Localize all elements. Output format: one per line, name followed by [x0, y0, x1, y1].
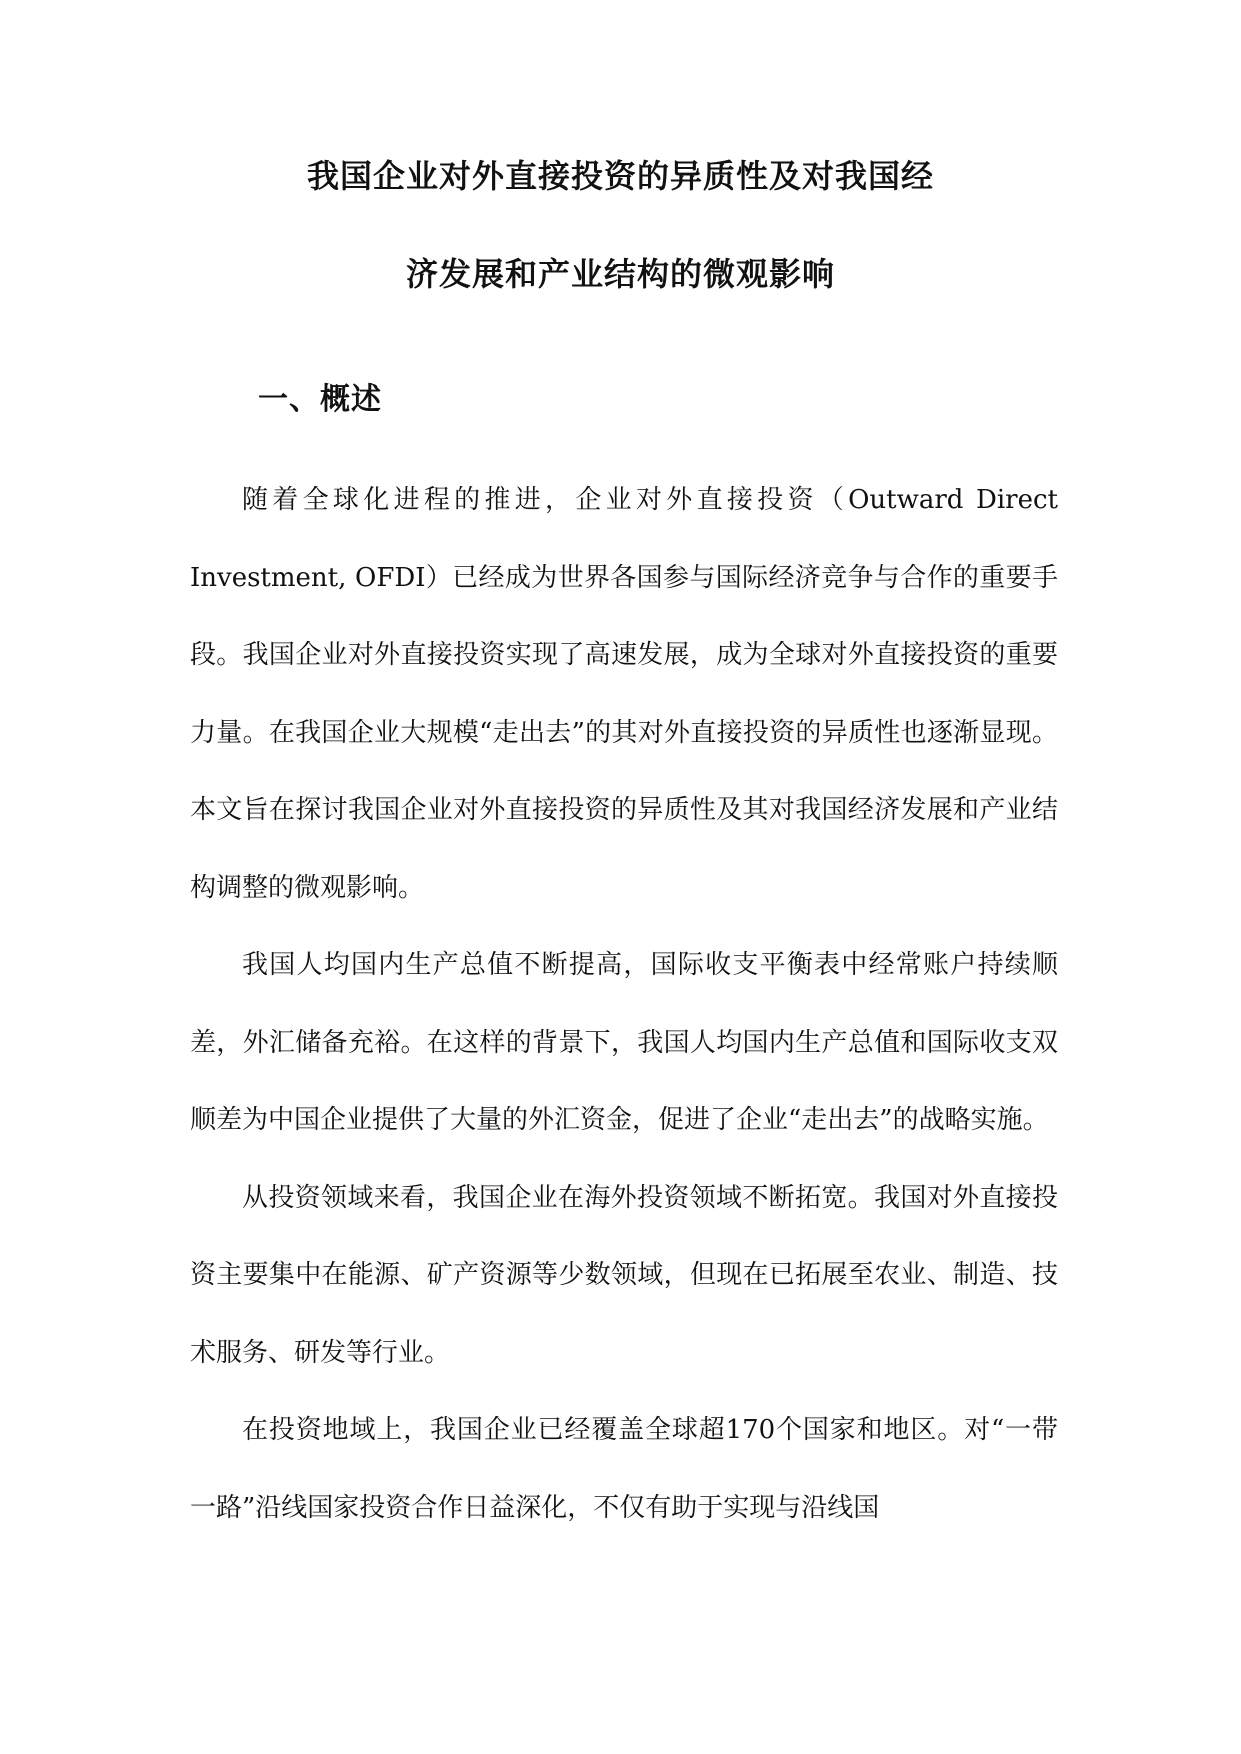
- document-title-line-1: 我国企业对外直接投资的异质性及对我国经: [306, 157, 934, 195]
- document-title-line-2: 济发展和产业结构的微观影响: [405, 255, 835, 293]
- paragraph-4: 在投资地域上，我国企业已经覆盖全球超170个国家和地区。对“一带一路”沿线国家投资合作日益深化，不仅有助于实现与沿线国: [190, 1415, 1058, 1523]
- paragraph-1: 随着全球化进程的推进，企业对外直接投资（Outward Direct Investment, OFDI）已经成为世界各国参与国际经济竞争与合作的重要手段。我国企业对外直接投资实现了高速发展，成为全球对外直接投资的重要力量。在我国企业大规模“走出去”的其对外直接投资的异质性也逐渐显现。本文旨在探讨我国企业对外直接投资的异质性及其对我国经济发展和产业结构调整的微观影响。: [190, 485, 1058, 903]
- section-heading: 一、概述: [258, 382, 382, 417]
- paragraph-3: 从投资领域来看，我国企业在海外投资领域不断拓宽。我国对外直接投资主要集中在能源、矿产资源等少数领域，但现在已拓展至农业、制造、技术服务、研发等行业。: [190, 1182, 1058, 1368]
- section-body: [190, 462, 1058, 1547]
- paragraph-2: 我国人均国内生产总值不断提高，国际收支平衡表中经常账户持续顺差，外汇储备充裕。在这样的背景下，我国人均国内生产总值和国际收支双顺差为中国企业提供了大量的外汇资金，促进了企业“走出去”的战略实施。: [190, 950, 1058, 1135]
